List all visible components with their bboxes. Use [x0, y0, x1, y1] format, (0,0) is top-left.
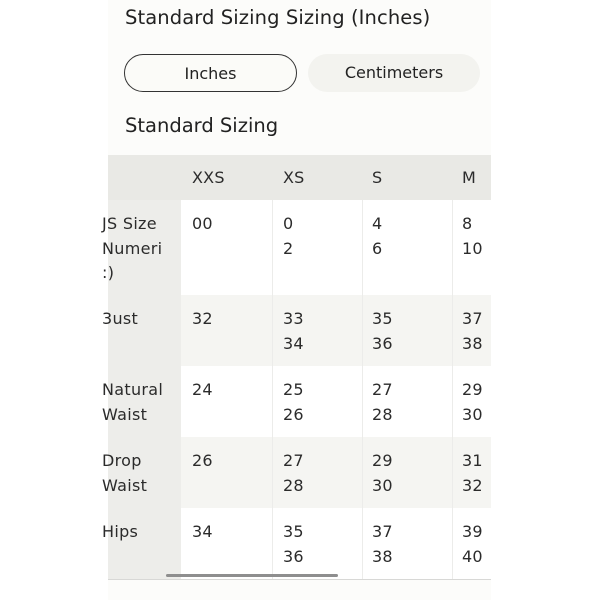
table-cell: 33 34: [283, 309, 304, 353]
column-header-xxs: XXS: [192, 168, 225, 187]
row-label-hips: Hips: [102, 522, 139, 541]
column-header-m: M: [462, 168, 477, 187]
table-row: [181, 437, 491, 508]
table-cell: 37 38: [372, 522, 393, 566]
column-header-s: S: [372, 168, 383, 187]
row-label-bust: 3ust: [102, 309, 139, 328]
table-cell: 35 36: [372, 309, 393, 353]
table-cell: 24: [192, 380, 213, 399]
table-row: [181, 200, 491, 295]
inches-toggle-button[interactable]: Inches: [124, 54, 297, 92]
column-divider: [362, 200, 363, 579]
table-cell: 32: [192, 309, 213, 328]
column-divider: [452, 200, 453, 579]
table-cell: 39 40: [462, 522, 483, 566]
row-label-us-size: JS Size Numeri :): [102, 214, 163, 282]
size-chart-table[interactable]: [102, 155, 491, 579]
table-row: [181, 295, 491, 366]
centimeters-toggle-button[interactable]: Centimeters: [308, 54, 480, 92]
table-cell: 0 2: [283, 214, 294, 258]
column-header-xs: XS: [283, 168, 305, 187]
table-cell: 29 30: [462, 380, 483, 424]
table-cell: 27 28: [372, 380, 393, 424]
table-cell: 29 30: [372, 451, 393, 495]
row-label-natural-waist: Natural Waist: [102, 380, 164, 424]
table-row: [181, 508, 491, 579]
table-cell: 27 28: [283, 451, 304, 495]
column-divider: [272, 200, 273, 579]
table-cell: 26: [192, 451, 213, 470]
table-cell: 34: [192, 522, 213, 541]
section-title: Standard Sizing: [125, 114, 279, 137]
horizontal-scrollbar[interactable]: [166, 574, 338, 577]
row-label-drop-waist: Drop Waist: [102, 451, 148, 495]
table-cell: 37 38: [462, 309, 483, 353]
page-title: Standard Sizing Sizing (Inches): [125, 6, 431, 29]
table-cell: 35 36: [283, 522, 304, 566]
table-row: [181, 366, 491, 437]
table-cell: 00: [192, 214, 213, 233]
table-cell: 4 6: [372, 214, 383, 258]
table-bottom-border: [108, 579, 491, 580]
table-cell: 8 10: [462, 214, 483, 258]
table-cell: 31 32: [462, 451, 483, 495]
table-cell: 25 26: [283, 380, 304, 424]
